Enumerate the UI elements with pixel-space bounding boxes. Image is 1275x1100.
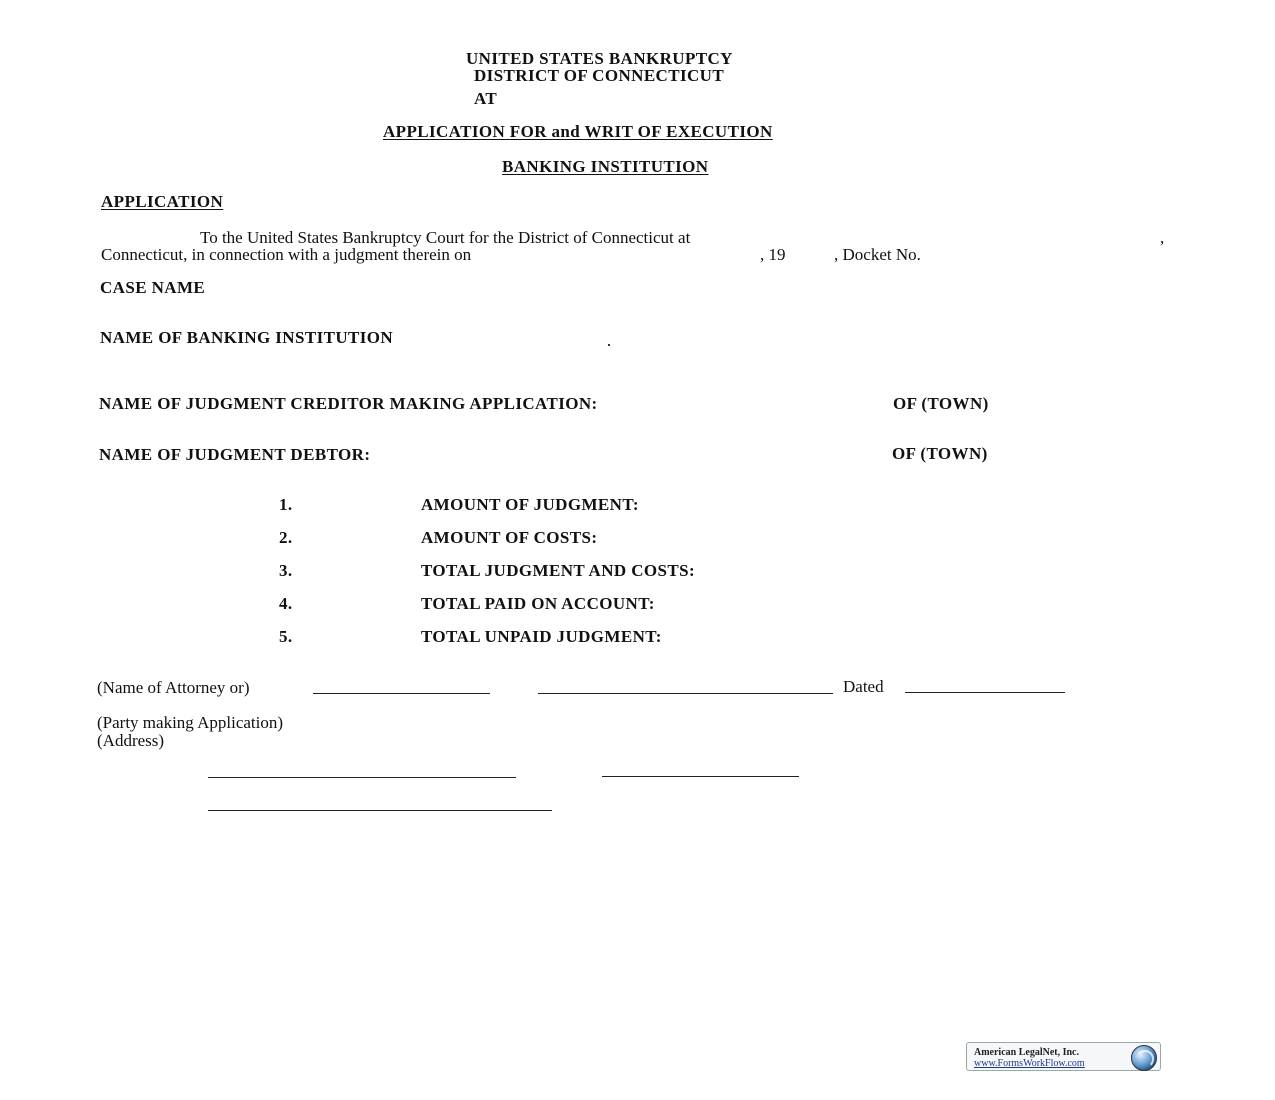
amount-item-number: 1. xyxy=(279,495,293,514)
date-line[interactable] xyxy=(905,692,1065,693)
globe-icon xyxy=(1131,1045,1157,1071)
amount-item-number: 2. xyxy=(279,528,293,547)
intro-year: , 19 xyxy=(760,245,786,264)
stray-mark xyxy=(608,344,610,346)
party-label: (Party making Application) xyxy=(97,713,284,732)
address-label: (Address) xyxy=(97,731,165,750)
debtor-town-label: OF (TOWN) xyxy=(892,444,988,463)
creditor-town-label: OF (TOWN) xyxy=(893,394,989,413)
american-legalnet-logo[interactable] xyxy=(966,1042,1161,1071)
amount-item-label: AMOUNT OF COSTS: xyxy=(421,528,598,547)
amount-item-number: 4. xyxy=(279,594,293,613)
intro-docket: , Docket No. xyxy=(834,245,921,264)
section-heading: APPLICATION xyxy=(101,192,224,211)
court-name: UNITED STATES BANKRUPTCY xyxy=(466,49,733,68)
address-line-2[interactable] xyxy=(602,776,799,777)
amount-item-label: AMOUNT OF JUDGMENT: xyxy=(421,495,639,514)
dated-label: Dated xyxy=(843,677,884,696)
signature-line[interactable] xyxy=(538,693,833,694)
intro-line-2: Connecticut, in connection with a judgment therein on xyxy=(101,245,472,264)
address-line-3[interactable] xyxy=(208,810,552,811)
intro-line-1: To the United States Bankruptcy Court for the District of Connecticut at xyxy=(200,228,691,247)
amount-item-label: TOTAL PAID ON ACCOUNT: xyxy=(421,594,655,613)
court-district: DISTRICT OF CONNECTICUT xyxy=(474,66,725,85)
creditor-label: NAME OF JUDGMENT CREDITOR MAKING APPLICATION: xyxy=(99,394,598,413)
amount-item-number: 5. xyxy=(279,627,293,646)
attorney-label: (Name of Attorney or) xyxy=(97,678,250,697)
form-title: APPLICATION FOR and WRIT OF EXECUTION xyxy=(383,122,773,141)
logo-url-link[interactable]: www.FormsWorkFlow.com xyxy=(974,1058,1085,1069)
case-name-label: CASE NAME xyxy=(100,278,206,297)
address-line-1[interactable] xyxy=(208,777,516,778)
form-subtitle: BANKING INSTITUTION xyxy=(502,157,709,176)
amount-item-label: TOTAL UNPAID JUDGMENT: xyxy=(421,627,662,646)
court-location-label: AT xyxy=(474,89,498,108)
logo-company-name: American LegalNet, Inc. xyxy=(974,1047,1079,1058)
amount-item-number: 3. xyxy=(279,561,293,580)
amount-item-label: TOTAL JUDGMENT AND COSTS: xyxy=(421,561,696,580)
bank-name-label: NAME OF BANKING INSTITUTION xyxy=(100,328,394,347)
attorney-name-line[interactable] xyxy=(313,693,490,694)
intro-comma: , xyxy=(1160,228,1165,247)
debtor-label: NAME OF JUDGMENT DEBTOR: xyxy=(99,445,371,464)
